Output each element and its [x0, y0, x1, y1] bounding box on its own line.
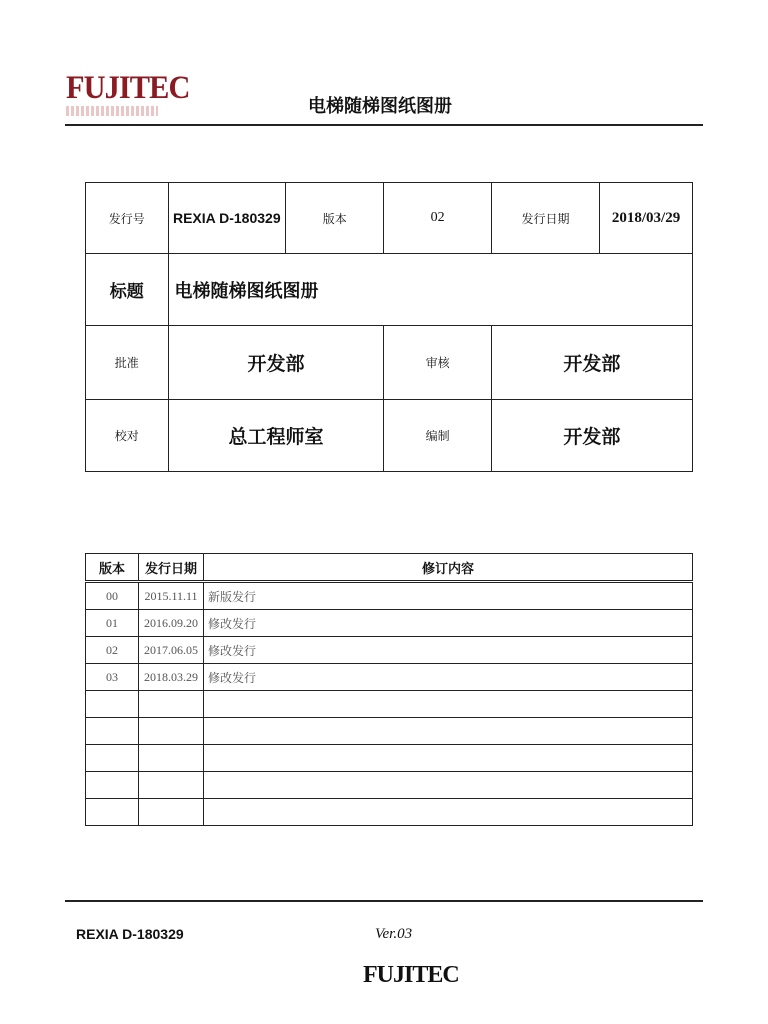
table-row	[86, 582, 693, 610]
rev-version	[86, 745, 139, 772]
rev-version: 00	[86, 582, 139, 610]
table-row	[86, 691, 693, 718]
rev-date	[139, 772, 204, 799]
header-divider	[65, 124, 703, 126]
rev-date	[139, 691, 204, 718]
table-row	[86, 610, 693, 637]
review-label: 审核	[384, 326, 491, 400]
rev-version	[86, 691, 139, 718]
rev-content	[204, 718, 693, 745]
rev-header-content: 修订内容	[204, 554, 693, 582]
rev-content: 新版发行	[204, 582, 693, 610]
footer-divider	[65, 900, 703, 902]
table-row	[86, 745, 693, 772]
approve-value: 开发部	[168, 326, 384, 400]
table-row	[86, 637, 693, 664]
check-label: 校对	[86, 400, 169, 472]
rev-date	[139, 745, 204, 772]
rev-date	[139, 718, 204, 745]
rev-version: 03	[86, 664, 139, 691]
rev-date: 2018.03.29	[139, 664, 204, 691]
compile-label: 编制	[384, 400, 491, 472]
footer-document-code: REXIA D-180329	[76, 926, 184, 942]
footer-version: Ver.03	[375, 926, 413, 942]
issue-no-value: REXIA D-180329	[168, 183, 286, 254]
check-value: 总工程师室	[168, 400, 384, 472]
version-label: 版本	[286, 183, 384, 254]
rev-header-date: 发行日期	[139, 554, 204, 582]
rev-date: 2015.11.11	[139, 582, 204, 610]
issue-no-label: 发行号	[86, 183, 169, 254]
rev-version: 01	[86, 610, 139, 637]
version-value: 02	[384, 183, 491, 254]
rev-date: 2016.09.20	[139, 610, 204, 637]
rev-content: 修改发行	[204, 610, 693, 637]
rev-version	[86, 772, 139, 799]
rev-header-version: 版本	[86, 554, 139, 582]
compile-value: 开发部	[491, 400, 692, 472]
rev-version	[86, 799, 139, 826]
table-row	[86, 799, 693, 826]
rev-content: 修改发行	[204, 664, 693, 691]
rev-content	[204, 745, 693, 772]
fujitec-logo: FUJITEC	[66, 70, 190, 106]
table-row	[86, 718, 693, 745]
revision-history-table	[85, 553, 693, 826]
fujitec-footer-logo: FUJITEC	[363, 962, 459, 988]
title-label: 标题	[86, 254, 169, 326]
review-value: 开发部	[491, 326, 692, 400]
approve-label: 批准	[86, 326, 169, 400]
rev-content	[204, 799, 693, 826]
rev-version	[86, 718, 139, 745]
rev-content	[204, 772, 693, 799]
title-value: 电梯随梯图纸图册	[168, 254, 692, 326]
logo-tagline-graphic	[66, 106, 158, 116]
document-header-title: 电梯随梯图纸图册	[308, 96, 452, 117]
issue-date-value: 2018/03/29	[600, 183, 693, 254]
rev-content	[204, 691, 693, 718]
rev-content: 修改发行	[204, 637, 693, 664]
table-row	[86, 772, 693, 799]
rev-version: 02	[86, 637, 139, 664]
table-row	[86, 664, 693, 691]
document-info-table	[85, 182, 693, 472]
rev-date	[139, 799, 204, 826]
issue-date-label: 发行日期	[491, 183, 599, 254]
rev-date: 2017.06.05	[139, 637, 204, 664]
